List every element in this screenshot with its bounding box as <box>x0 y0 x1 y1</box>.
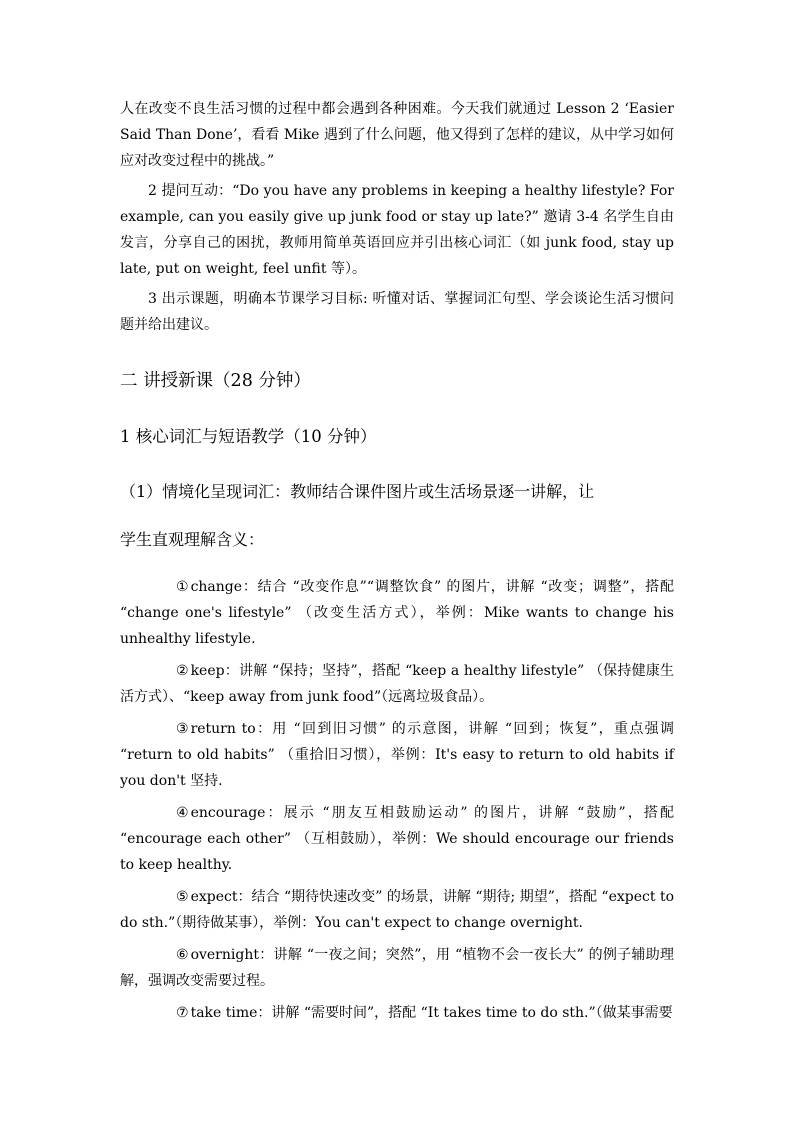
vocab-item <box>120 942 674 994</box>
section-heading: 二 讲授新课（28 分钟） <box>120 371 311 391</box>
item-number: ① <box>176 579 189 595</box>
item-text: expect：结合 “期待快速改变” 的场景，讲解 “期待; 期望”，搭配 “expect to do sth.”（期待做某事），举例：You can't expect to change overnight. <box>120 889 674 931</box>
vocab-list <box>120 574 674 1026</box>
item-text: take time：讲解 “需要时间”，搭配 “It takes time to do sth.”（做某事需要 <box>190 1005 673 1021</box>
item-number: ④ <box>176 805 189 821</box>
vocab-item <box>120 800 674 878</box>
item-text: change：结合 “改变作息”“调整饮食” 的图片，讲解 “改变；调整”，搭配 “change one's lifestyle” （改变生活方式），举例：Mike wants to change his unhealthy lifestyle. <box>120 579 674 647</box>
item-text: return to：用 “回到旧习惯” 的示意图，讲解 “回到；恢复”，重点强调 “return to old habits” （重拾旧习惯），举例：It's easy to return to old habits if you don't 坚持. <box>120 721 674 789</box>
intro-paragraph-1: 人在改变不良生活习惯的过程中都会遇到各种困难。今天我们就通过 Lesson 2 ‘Easier Said Than Done’，看看 Mike 遇到了什么问题，他又得到了怎样的建议，从中学习如何应对改变过程中的挑战。” <box>120 101 674 169</box>
vocab-item <box>120 658 674 710</box>
intro-paragraph-2: 2 提问互动：“Do you have any problems in keeping a healthy lifestyle? For example, can you easily give up junk food or stay up late?” 邀请 3-4 名学生自由发言，分享自己的困扰，教师用简单英语回应并引出核心词汇（如 junk food, stay up late, put on weight, feel unfit 等）。 <box>120 183 674 277</box>
intro-paragraph-3: 3 出示课题，明确本节课学习目标: 听懂对话、掌握词汇句型、学会谈论生活习惯问题并给出建议。 <box>120 291 674 333</box>
item-text: keep：讲解 “保持；坚持”，搭配 “keep a healthy lifestyle” （保持健康生活方式）、“keep away from junk food”（远离垃圾食品）。 <box>120 663 674 705</box>
sub-subsection-line-2: 学生直观理解含义： <box>120 530 265 549</box>
item-number: ⑥ <box>176 947 189 963</box>
item-text: encourage：展示 “朋友互相鼓励运动” 的图片，讲解 “鼓励”，搭配 “encourage each other” （互相鼓励），举例：We should encourage our friends to keep healthy. <box>120 805 674 873</box>
item-number: ⑤ <box>176 889 189 905</box>
sub-subsection-line-1: （1）情境化呈现词汇：教师结合课件图片或生活场景逐一讲解，让 <box>120 482 595 501</box>
vocab-item <box>120 884 674 936</box>
document-body <box>120 96 674 1026</box>
item-text: overnight：讲解 “一夜之间；突然”，用 “植物不会一夜长大” 的例子辅助理解，强调改变需要过程。 <box>120 947 674 989</box>
item-number: ⑦ <box>176 1005 189 1021</box>
item-number: ③ <box>176 721 189 737</box>
vocab-item <box>120 574 674 652</box>
subsection-heading: 1 核心词汇与短语教学（10 分钟） <box>120 427 377 446</box>
vocab-item <box>120 716 674 794</box>
item-number: ② <box>176 663 189 679</box>
sub-subsection-heading <box>120 468 674 564</box>
vocab-item <box>120 1000 674 1026</box>
